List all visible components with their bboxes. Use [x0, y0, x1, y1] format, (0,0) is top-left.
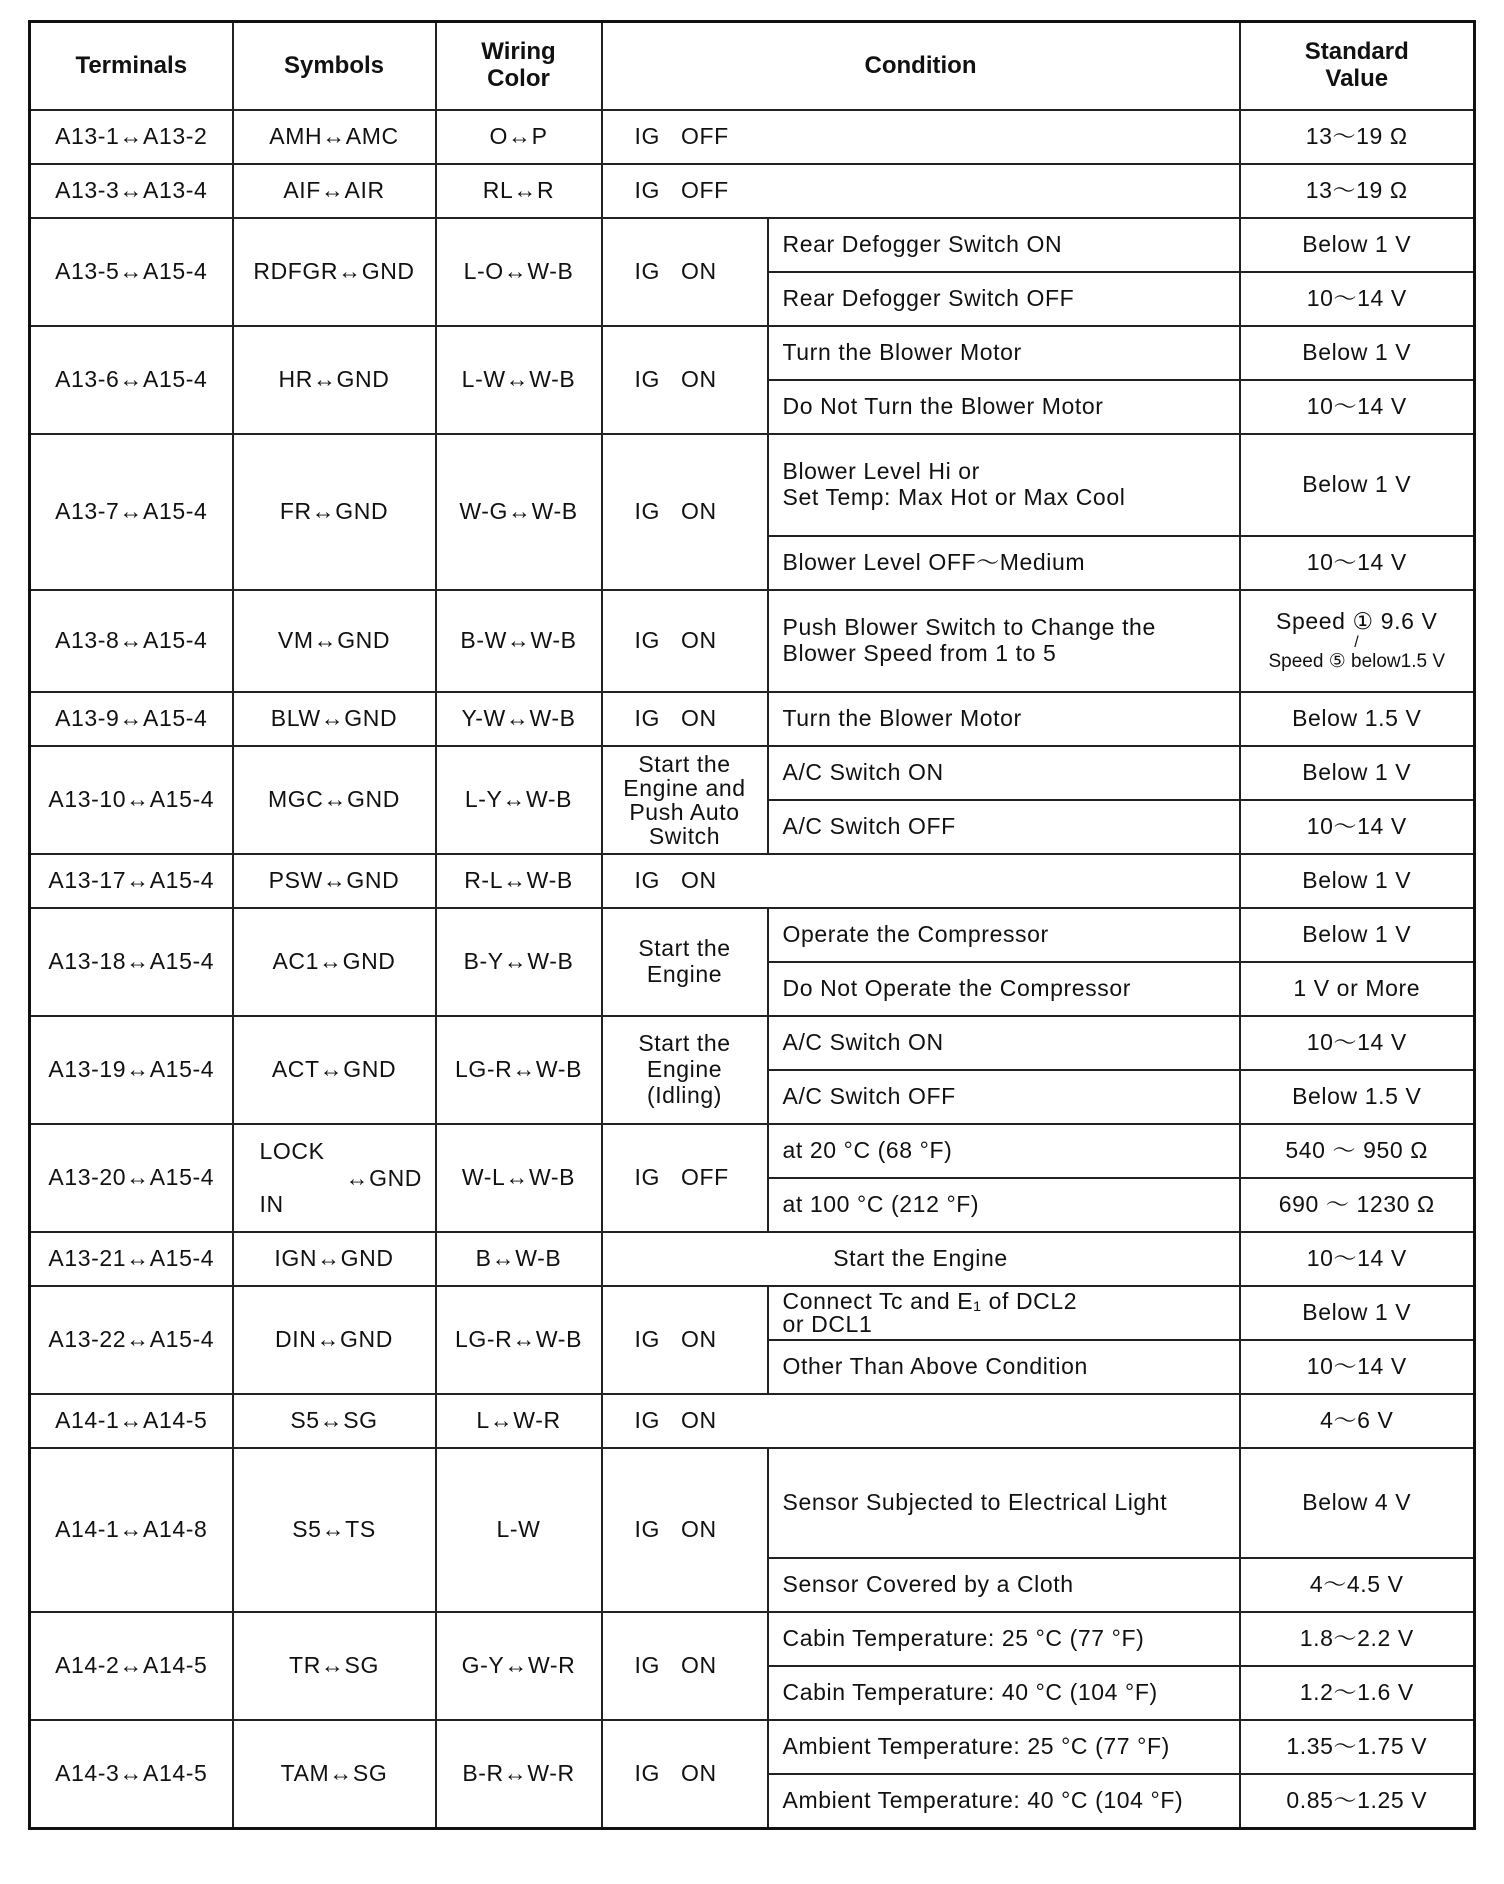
symbols-cell: TAM↔SG [233, 1720, 436, 1828]
value-cell: 4～6 V [1240, 1394, 1475, 1448]
condition-line: Engine [646, 961, 723, 987]
wiring-cell: W-L↔W-B [436, 1124, 602, 1232]
sub-condition-cell: Cabin Temperature: 40 °C (104 °F) [768, 1666, 1240, 1720]
value-cell: Below 1.5 V [1240, 692, 1475, 746]
condition-line: Start the [638, 935, 731, 962]
header-standard-value [1240, 22, 1475, 111]
table-row [30, 1286, 1475, 1340]
terminals-cell: A13-1↔A13-2 [30, 110, 233, 164]
value-cell: Below 1 V [1240, 218, 1475, 272]
symbols-cell: IGN↔GND [233, 1232, 436, 1286]
wiring-cell: B-Y↔W-B [436, 908, 602, 1016]
wiring-cell: R-L↔W-B [436, 854, 602, 908]
terminals-cell: A13-22↔A15-4 [30, 1286, 233, 1394]
sub-condition-cell: Turn the Blower Motor [768, 326, 1240, 380]
sub-condition-cell: Blower Level OFF～Medium [768, 536, 1240, 590]
symbols-line: ↔GND [345, 1164, 423, 1191]
wiring-cell: LG-R↔W-B [436, 1286, 602, 1394]
symbols-cell: PSW↔GND [233, 854, 436, 908]
terminals-cell: A14-1↔A14-5 [30, 1394, 233, 1448]
symbols-cell: S5↔TS [233, 1448, 436, 1612]
sub-condition-cell: Do Not Operate the Compressor [768, 962, 1240, 1016]
table-row [30, 1124, 1475, 1178]
sub-condition-cell: Cabin Temperature: 25 °C (77 °F) [768, 1612, 1240, 1666]
symbols-cell: AIF↔AIR [233, 164, 436, 218]
table-row [30, 1720, 1475, 1774]
value-cell: 10～14 V [1240, 800, 1475, 854]
condition-cell: IG ON [602, 1720, 768, 1828]
condition-cell: IG ON [602, 1612, 768, 1720]
sub-condition-cell: Do Not Turn the Blower Motor [768, 380, 1240, 434]
table-row [30, 908, 1475, 962]
sub-condition-cell: Ambient Temperature: 25 °C (77 °F) [768, 1720, 1240, 1774]
table-row [30, 1394, 1475, 1448]
sub-condition-cell: A/C Switch OFF [768, 1070, 1240, 1124]
wiring-cell: O↔P [436, 110, 602, 164]
sub-condition-line: Blower Level Hi or [782, 458, 980, 485]
sub-condition-cell: A/C Switch ON [768, 1016, 1240, 1070]
value-separator: / [1354, 634, 1360, 652]
sub-condition-cell: Turn the Blower Motor [768, 692, 1240, 746]
sub-condition-cell: A/C Switch OFF [768, 800, 1240, 854]
value-cell: Below 4 V [1240, 1448, 1475, 1558]
terminals-cell: A13-17↔A15-4 [30, 854, 233, 908]
condition-cell: IG OFF [602, 164, 1240, 218]
value-cell: Below 1 V [1240, 746, 1475, 800]
value-cell: 1.2～1.6 V [1240, 1666, 1475, 1720]
symbols-cell: HR↔GND [233, 326, 436, 434]
terminals-cell: A13-9↔A15-4 [30, 692, 233, 746]
condition-line: Switch [648, 823, 721, 850]
value-cell: Below 1 V [1240, 434, 1475, 536]
terminals-cell: A13-3↔A13-4 [30, 164, 233, 218]
header-condition: Condition [602, 22, 1240, 111]
sub-condition-cell: Other Than Above Condition [768, 1340, 1240, 1394]
symbols-lock-in-block [260, 1138, 423, 1217]
condition-cell: IG OFF [602, 110, 1240, 164]
wiring-cell: B-W↔W-B [436, 590, 602, 692]
sub-condition-cell [768, 1286, 1240, 1340]
header-symbols: Symbols [233, 22, 436, 111]
header-standard-value-text: Standard Value [1304, 38, 1409, 92]
value-cell: Below 1 V [1240, 854, 1475, 908]
header-wiring-color-text: Wiring Color [481, 38, 556, 92]
wiring-cell: L↔W-R [436, 1394, 602, 1448]
value-cell: 10～14 V [1240, 536, 1475, 590]
table-row [30, 218, 1475, 272]
symbols-cell: DIN↔GND [233, 1286, 436, 1394]
condition-cell: IG ON [602, 434, 768, 590]
table-row [30, 1448, 1475, 1558]
wiring-cell: B↔W-B [436, 1232, 602, 1286]
header-wiring-color [436, 22, 602, 111]
sub-condition-line: Connect Tc and E₁ of DCL2 [782, 1288, 1078, 1314]
value-cell: 10～14 V [1240, 1232, 1475, 1286]
terminals-cell: A13-7↔A15-4 [30, 434, 233, 590]
condition-cell: IG ON [602, 854, 1240, 908]
condition-cell [602, 746, 768, 854]
symbols-cell: BLW↔GND [233, 692, 436, 746]
wiring-cell: Y-W↔W-B [436, 692, 602, 746]
value-cell: Below 1 V [1240, 908, 1475, 962]
symbols-cell: AMH↔AMC [233, 110, 436, 164]
value-cell: 13～19 Ω [1240, 164, 1475, 218]
sub-condition-line: Blower Speed from 1 to 5 [782, 640, 1057, 666]
terminals-cell: A13-5↔A15-4 [30, 218, 233, 326]
condition-line: (Idling) [646, 1081, 723, 1108]
table-row [30, 110, 1475, 164]
condition-line: Push Auto [629, 799, 740, 825]
condition-cell: IG OFF [602, 1124, 768, 1232]
symbols-cell [233, 1124, 436, 1232]
table-row [30, 326, 1475, 380]
sub-condition-cell: Sensor Subjected to Electrical Light [768, 1448, 1240, 1558]
condition-cell: IG ON [602, 326, 768, 434]
condition-cell: IG ON [602, 1394, 1240, 1448]
symbols-cell: VM↔GND [233, 590, 436, 692]
sub-condition-cell: A/C Switch ON [768, 746, 1240, 800]
condition-cell: IG ON [602, 1286, 768, 1394]
terminals-cell: A14-1↔A14-8 [30, 1448, 233, 1612]
condition-cell [602, 1016, 768, 1124]
sub-condition-cell: Rear Defogger Switch ON [768, 218, 1240, 272]
value-cell: 1.35～1.75 V [1240, 1720, 1475, 1774]
sub-condition-cell [768, 434, 1240, 536]
table-row [30, 854, 1475, 908]
wiring-cell: L-Y↔W-B [436, 746, 602, 854]
terminals-cell: A13-10↔A15-4 [30, 746, 233, 854]
symbols-line: IN [259, 1191, 284, 1218]
value-cell: 1.8～2.2 V [1240, 1612, 1475, 1666]
table-row [30, 590, 1475, 692]
table-row [30, 1612, 1475, 1666]
value-cell: 4～4.5 V [1240, 1558, 1475, 1612]
condition-cell: IG ON [602, 590, 768, 692]
sub-condition-line: or DCL1 [782, 1311, 873, 1337]
sub-condition-line: Set Temp: Max Hot or Max Cool [782, 484, 1126, 510]
symbols-cell: MGC↔GND [233, 746, 436, 854]
condition-cell [602, 908, 768, 1016]
table-row [30, 164, 1475, 218]
table-row [30, 692, 1475, 746]
table-row [30, 1016, 1475, 1070]
table-row [30, 746, 1475, 800]
sub-condition-cell: Sensor Covered by a Cloth [768, 1558, 1240, 1612]
terminals-cell: A13-8↔A15-4 [30, 590, 233, 692]
sub-condition-cell: Ambient Temperature: 40 °C (104 °F) [768, 1774, 1240, 1828]
sub-condition-cell [768, 590, 1240, 692]
wiring-cell: L-W [436, 1448, 602, 1612]
sub-condition-cell: Rear Defogger Switch OFF [768, 272, 1240, 326]
condition-line: Engine [646, 1056, 723, 1083]
value-cell: 13～19 Ω [1240, 110, 1475, 164]
symbols-cell: S5↔SG [233, 1394, 436, 1448]
terminal-inspection-table-page [28, 20, 1473, 1830]
terminals-cell: A14-3↔A14-5 [30, 1720, 233, 1828]
symbols-line: LOCK [259, 1138, 325, 1165]
terminals-cell: A14-2↔A14-5 [30, 1612, 233, 1720]
wiring-cell: L-W↔W-B [436, 326, 602, 434]
value-cell: 690 ～ 1230 Ω [1240, 1178, 1475, 1232]
value-cell: 10～14 V [1240, 1340, 1475, 1394]
terminals-cell: A13-6↔A15-4 [30, 326, 233, 434]
value-cell: Below 1.5 V [1240, 1070, 1475, 1124]
condition-cell: IG ON [602, 692, 768, 746]
wiring-cell: LG-R↔W-B [436, 1016, 602, 1124]
value-cell: Below 1 V [1240, 326, 1475, 380]
terminals-cell: A13-18↔A15-4 [30, 908, 233, 1016]
sub-condition-cell: at 20 °C (68 °F) [768, 1124, 1240, 1178]
symbols-cell: ACT↔GND [233, 1016, 436, 1124]
value-line: Speed ⑤ below1.5 V [1268, 651, 1446, 673]
value-cell: 10～14 V [1240, 272, 1475, 326]
value-cell: 10～14 V [1240, 380, 1475, 434]
table-row [30, 1232, 1475, 1286]
value-cell: 1 V or More [1240, 962, 1475, 1016]
value-line: Speed ① 9.6 V [1276, 608, 1438, 635]
symbols-cell: AC1↔GND [233, 908, 436, 1016]
wiring-cell: W-G↔W-B [436, 434, 602, 590]
symbols-cell: TR↔SG [233, 1612, 436, 1720]
sub-condition-cell: at 100 °C (212 °F) [768, 1178, 1240, 1232]
header-terminals: Terminals [30, 22, 233, 111]
wiring-cell: RL↔R [436, 164, 602, 218]
terminals-cell: A13-21↔A15-4 [30, 1232, 233, 1286]
value-cell [1240, 590, 1475, 692]
condition-cell: IG ON [602, 218, 768, 326]
value-cell: Below 1 V [1240, 1286, 1475, 1340]
symbols-cell: RDFGR↔GND [233, 218, 436, 326]
wiring-cell: B-R↔W-R [436, 1720, 602, 1828]
terminal-inspection-table [28, 20, 1476, 1830]
sub-condition-cell: Operate the Compressor [768, 908, 1240, 962]
value-cell: 0.85～1.25 V [1240, 1774, 1475, 1828]
symbols-cell: FR↔GND [233, 434, 436, 590]
value-cell: 10～14 V [1240, 1016, 1475, 1070]
condition-line: Start the [638, 750, 731, 777]
terminals-cell: A13-19↔A15-4 [30, 1016, 233, 1124]
condition-cell: IG ON [602, 1448, 768, 1612]
header-row [30, 22, 1475, 111]
value-cell: 540 ～ 950 Ω [1240, 1124, 1475, 1178]
table-row [30, 434, 1475, 536]
terminals-cell: A13-20↔A15-4 [30, 1124, 233, 1232]
condition-line: Engine and [623, 774, 746, 801]
wiring-cell: L-O↔W-B [436, 218, 602, 326]
sub-condition-line: Push Blower Switch to Change the [782, 614, 1156, 641]
condition-line: Start the [638, 1030, 731, 1057]
condition-cell: Start the Engine [602, 1232, 1240, 1286]
wiring-cell: G-Y↔W-R [436, 1612, 602, 1720]
